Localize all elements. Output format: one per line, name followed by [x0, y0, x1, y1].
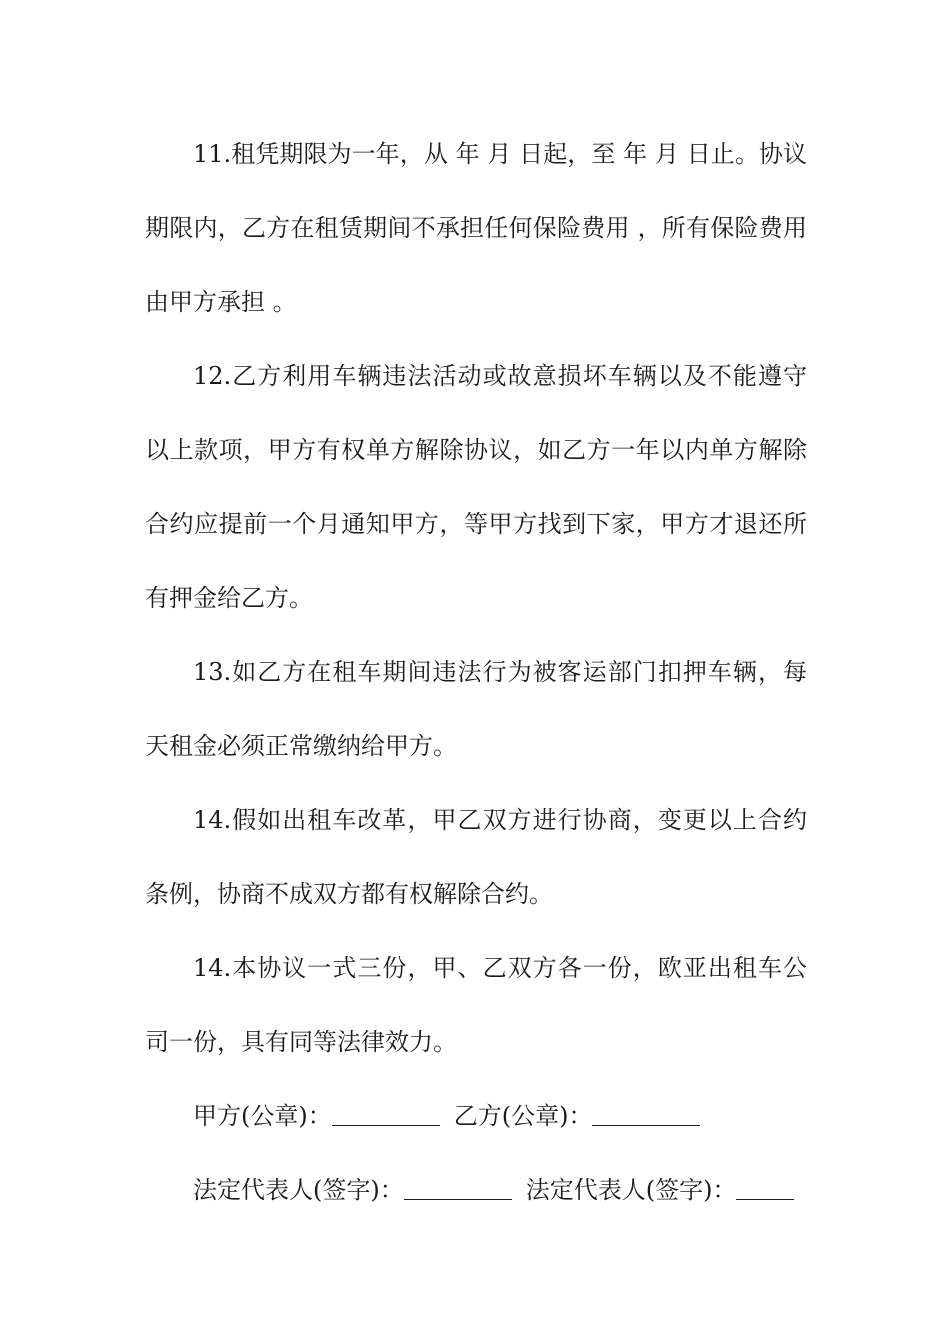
party-b-rep-blank[interactable] — [736, 1179, 794, 1200]
party-b-seal-blank[interactable] — [592, 1105, 700, 1126]
seal-signature-line — [145, 1079, 807, 1153]
clause-14-reform: 14.假如出租车改革，甲乙双方进行协商，变更以上合约条例，协商不成双方都有权解除合约。 — [145, 806, 807, 908]
party-a-seal-blank[interactable] — [332, 1105, 440, 1126]
party-b-rep-label: 法定代表人(签字)： — [525, 1176, 737, 1204]
clause-11: 11.租凭期限为一年，从 年 月 日起，至 年 月 日止。协议期限内，乙方在租赁期间不承担任何保险费用 ，所有保险费用由甲方承担 。 — [145, 140, 807, 316]
clause-13: 13.如乙方在租车期间违法行为被客运部门扣押车辆，每天租金必须正常缴纳给甲方。 — [145, 658, 807, 760]
representative-signature-line — [145, 1153, 807, 1227]
clause-14-copies: 14.本协议一式三份，甲、乙双方各一份，欧亚出租车公司一份，具有同等法律效力。 — [145, 954, 807, 1056]
party-a-rep-label: 法定代表人(签字)： — [193, 1176, 404, 1204]
clause-12: 12.乙方利用车辆违法活动或故意损坏车辆以及不能遵守以上款项，甲方有权单方解除协议，如乙方一年以内单方解除合约应提前一个月通知甲方，等甲方找到下家，甲方才退还所有押金给乙方。 — [145, 362, 807, 612]
document-body — [145, 117, 807, 1227]
party-b-seal-label: 乙方(公章)： — [453, 1102, 593, 1130]
party-a-seal-label: 甲方(公章)： — [193, 1102, 332, 1130]
party-a-rep-blank[interactable] — [404, 1179, 512, 1200]
